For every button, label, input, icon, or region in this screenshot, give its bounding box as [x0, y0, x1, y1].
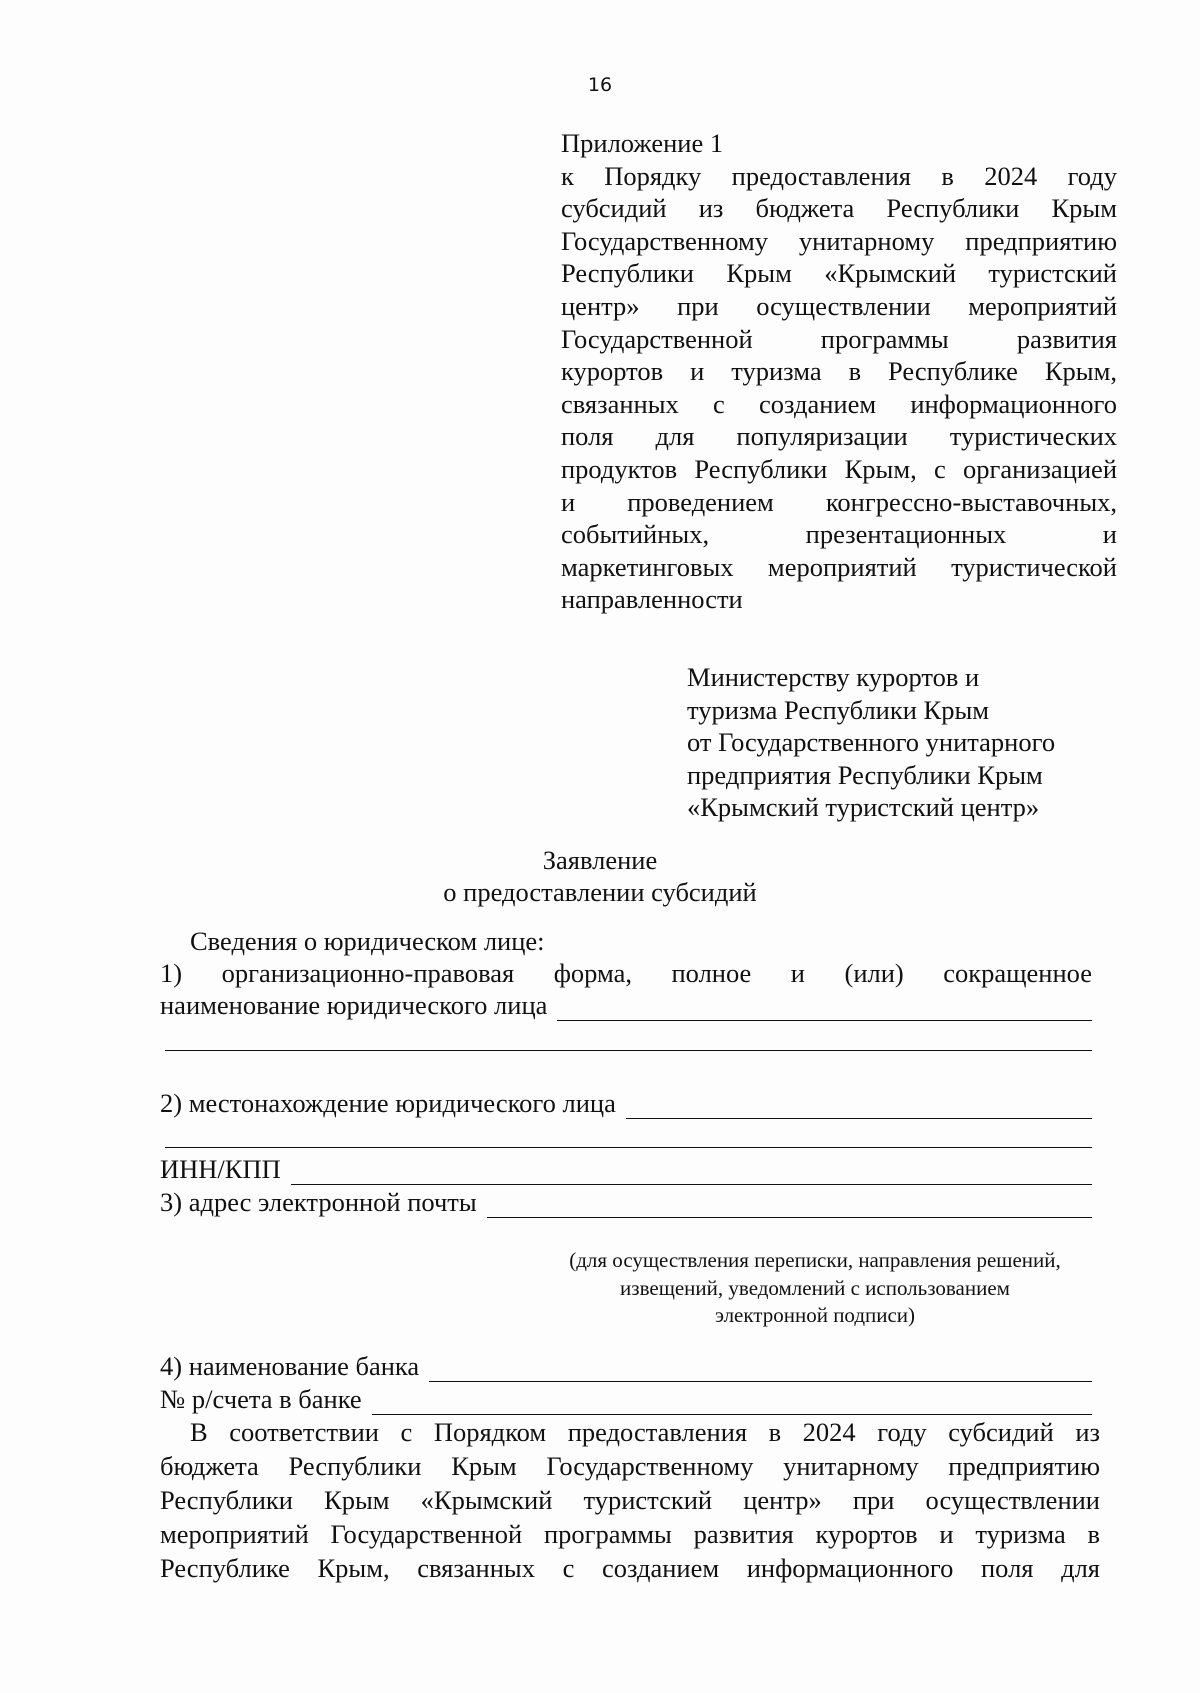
inn-kpp-label: ИНН/КПП	[160, 1154, 281, 1184]
appendix-line: к Порядку предоставления в 2024 году	[561, 160, 1117, 191]
email-field[interactable]	[160, 1186, 1092, 1218]
appendix-line: курортов и туризма в Республике Крым,	[561, 356, 1117, 387]
appendix-line: событийных, презентационных и	[561, 519, 1117, 550]
inn-kpp-blank[interactable]	[291, 1160, 1092, 1185]
appendix-line: поля для популяризации туристических	[561, 421, 1117, 452]
item3-label: 3) адрес электронной почты	[160, 1187, 477, 1217]
bank-name-blank[interactable]	[429, 1357, 1092, 1382]
note-line: электронной подписи)	[714, 1303, 916, 1327]
account-blank[interactable]	[372, 1390, 1092, 1415]
addressee-block	[687, 661, 1055, 824]
document-subtitle: о предоставлении субсидий	[443, 877, 757, 907]
appendix-line: центр» при осуществлении мероприятий	[561, 290, 1117, 321]
appendix-line: Республики Крым «Крымский туристский	[561, 258, 1117, 289]
body-paragraph	[160, 1415, 1100, 1585]
body-line: В соответствии с Порядком предоставления в 2024 году субсидий из	[190, 1417, 1100, 1447]
legal-name-field[interactable]	[160, 989, 1092, 1021]
addressee-line: «Крымский туристский центр»	[687, 792, 1040, 823]
appendix-line: связанных с созданием информационного	[561, 388, 1117, 419]
addressee-line: туризма Республики Крым	[687, 694, 990, 725]
body-line: Республики Крым «Крымский туристский центр» при осуществлении	[160, 1485, 1100, 1515]
email-blank[interactable]	[487, 1193, 1092, 1218]
appendix-line: и проведением конгрессно-выставочных,	[561, 486, 1117, 517]
item1-label-cont: наименование юридического лица	[160, 990, 548, 1020]
appendix-line: Приложение 1	[561, 128, 724, 158]
appendix-line: Государственному унитарному предприятию	[561, 225, 1117, 256]
bank-name-field[interactable]	[160, 1350, 1092, 1382]
legal-name-blank-line2[interactable]	[165, 1050, 1092, 1051]
location-blank[interactable]	[626, 1094, 1092, 1119]
location-field[interactable]	[160, 1087, 1092, 1119]
addressee-line: Министерству курортов и	[687, 662, 980, 692]
body-line: мероприятий Государственной программы развития курортов и туризма в	[160, 1519, 1100, 1549]
item2-label: 2) местонахождение юридического лица	[160, 1088, 616, 1118]
account-label: № р/счета в банке	[160, 1384, 362, 1414]
legal-name-blank[interactable]	[557, 996, 1092, 1021]
addressee-line: предприятия Республики Крым	[687, 759, 1043, 790]
account-field[interactable]	[160, 1383, 1092, 1415]
addressee-line: от Государственного унитарного	[687, 727, 1056, 758]
body-line: бюджета Республики Крым Государственному унитарному предприятию	[160, 1451, 1100, 1481]
appendix-line: субсидий из бюджета Республики Крым	[561, 193, 1117, 224]
appendix-line: Государственной программы развития	[561, 323, 1117, 354]
appendix-line: маркетинговых мероприятий туристической	[561, 551, 1117, 582]
page-number: 16	[587, 74, 613, 96]
location-blank-line2[interactable]	[165, 1147, 1092, 1148]
email-note	[520, 1247, 1110, 1330]
appendix-header	[561, 127, 1117, 616]
appendix-line: продуктов Республики Крым, с организацией	[561, 453, 1117, 484]
item1-label: 1) организационно-правовая форма, полное и (или) сокращенное	[160, 958, 1092, 988]
inn-kpp-field[interactable]	[160, 1153, 1092, 1185]
document-title: Заявление	[542, 845, 658, 875]
body-line: Республике Крым, связанных с созданием информационного поля для	[160, 1553, 1100, 1583]
appendix-line: направленности	[561, 584, 743, 615]
form-intro: Сведения о юридическом лице:	[190, 926, 545, 956]
item4-label: 4) наименование банка	[160, 1351, 420, 1381]
note-line: извещений, уведомлений с использованием	[620, 1275, 1010, 1300]
note-line: (для осуществления переписки, направления решений,	[569, 1248, 1061, 1272]
